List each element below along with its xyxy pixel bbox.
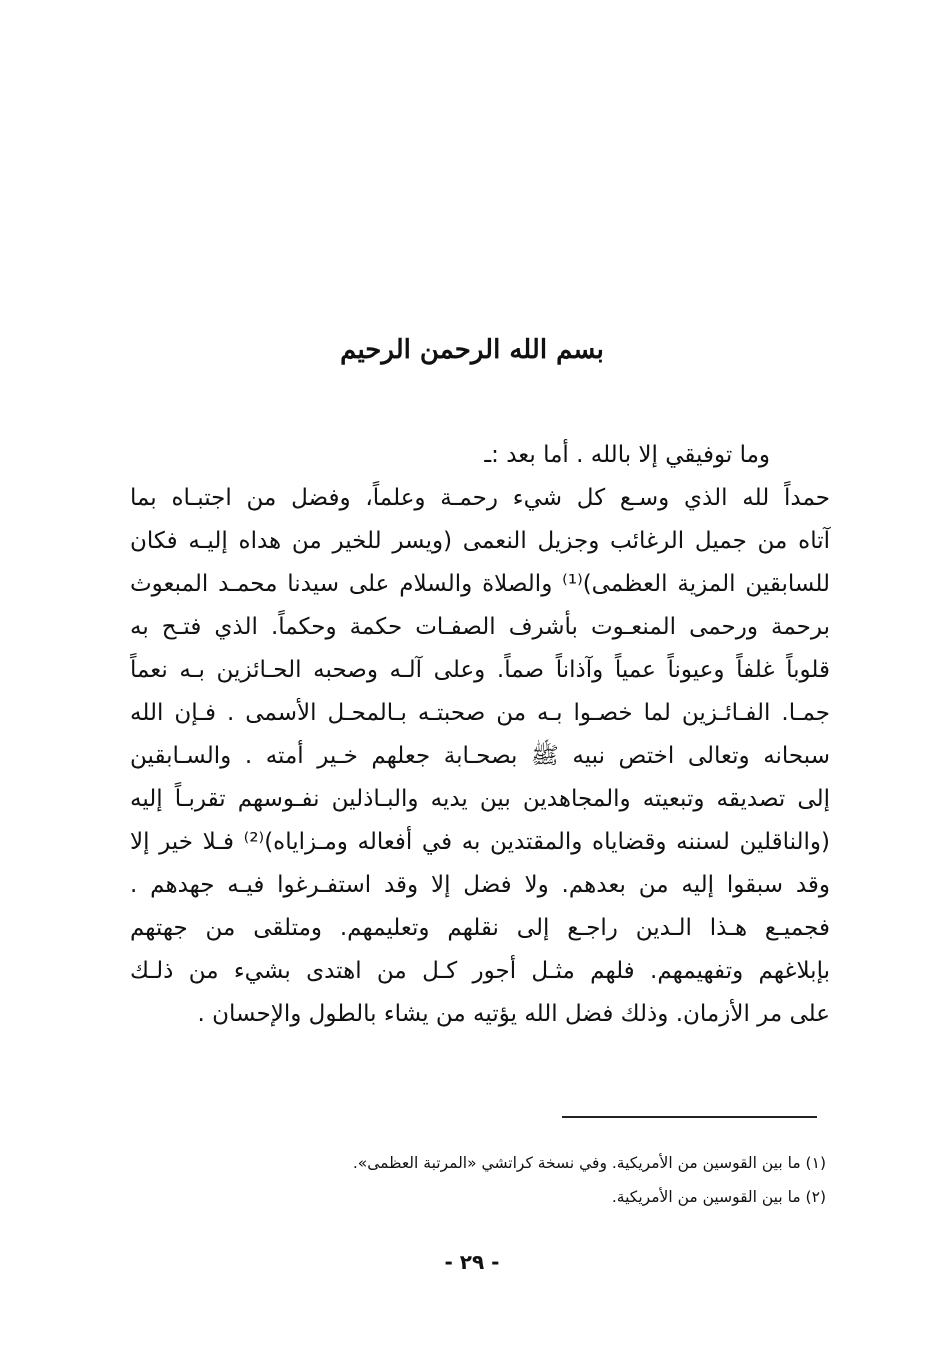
- body-paragraph: [130, 434, 830, 1036]
- footnote-separator: [562, 1116, 817, 1118]
- body-line: وقد سبقوا إليه من بعدهم. ولا فضل إلا وقد استفـرغوا فيـه جهدهم .: [130, 872, 830, 898]
- body-line: وما توفيقي إلا بالله . أما بعد :ـ: [484, 442, 770, 468]
- footnotes: [200, 1146, 826, 1214]
- body-line: حمداً لله الذي وسـع كل شيء رحمـة وعلماً، وفضل من اجتبـاه بما: [130, 485, 830, 511]
- basmala-heading: بسم الله الرحمن الرحيم: [340, 335, 604, 365]
- body-line: فجميـع هـذا الـدين راجـع إلى نقلهم وتعليمهم. ومتلقى من جهتهم: [130, 915, 830, 941]
- body-line: بإبلاغهم وتفهيمهم. فلهم مثـل أجور كـل من اهتدى بشيء من ذلـك: [130, 958, 830, 984]
- body-line: برحمة ورحمى المنعـوت بأشرف الصفـات حكمة وحكماً. الذي فتـح به: [130, 614, 830, 640]
- body-line: قلوباً غلفاً وعيوناً عمياً وآذاناً صماً. وعلى آلـه وصحبه الحـائزين بـه نعماً: [130, 657, 830, 683]
- body-line: إلى تصديقه وتبعيته والمجاهدين بين يديه والبـاذلين نفـوسهم تقربـاً إليه: [130, 786, 830, 812]
- page-number: - ٢٩ -: [444, 1250, 500, 1274]
- body-line: سبحانه وتعالى اختص نبيه ﷺ بصحـابة جعلهم خـير أمته . والسـابقين: [130, 743, 830, 769]
- body-line: على مر الأزمان. وذلك فضل الله يؤتيه من يشاء بالطول والإحسان .: [197, 1001, 830, 1027]
- body-line: جمـا. الفـائـزين لما خصـوا بـه من صحبتـه بـالمحـل الأسمى . فـإن الله: [130, 700, 830, 726]
- footnote: (١) ما بين القوسين من الأمريكية. وفي نسخة كراتشي «المرتبة العظمى».: [352, 1154, 826, 1172]
- body-line: للسابقين المزية العظمى)⁽¹⁾ والصلاة والسلام على سيدنا محمـد المبعوث: [130, 571, 831, 597]
- footnote: (٢) ما بين القوسين من الأمريكية.: [611, 1188, 826, 1206]
- body-line: آتاه من جميل الرغائب وجزيل النعمى (ويسر للخير من هداه إليـه فكان: [130, 528, 830, 554]
- body-line: (والناقلين لسننه وقضاياه والمقتدين به في أفعاله ومـزاياه)⁽²⁾ فـلا خير إلا: [130, 829, 830, 855]
